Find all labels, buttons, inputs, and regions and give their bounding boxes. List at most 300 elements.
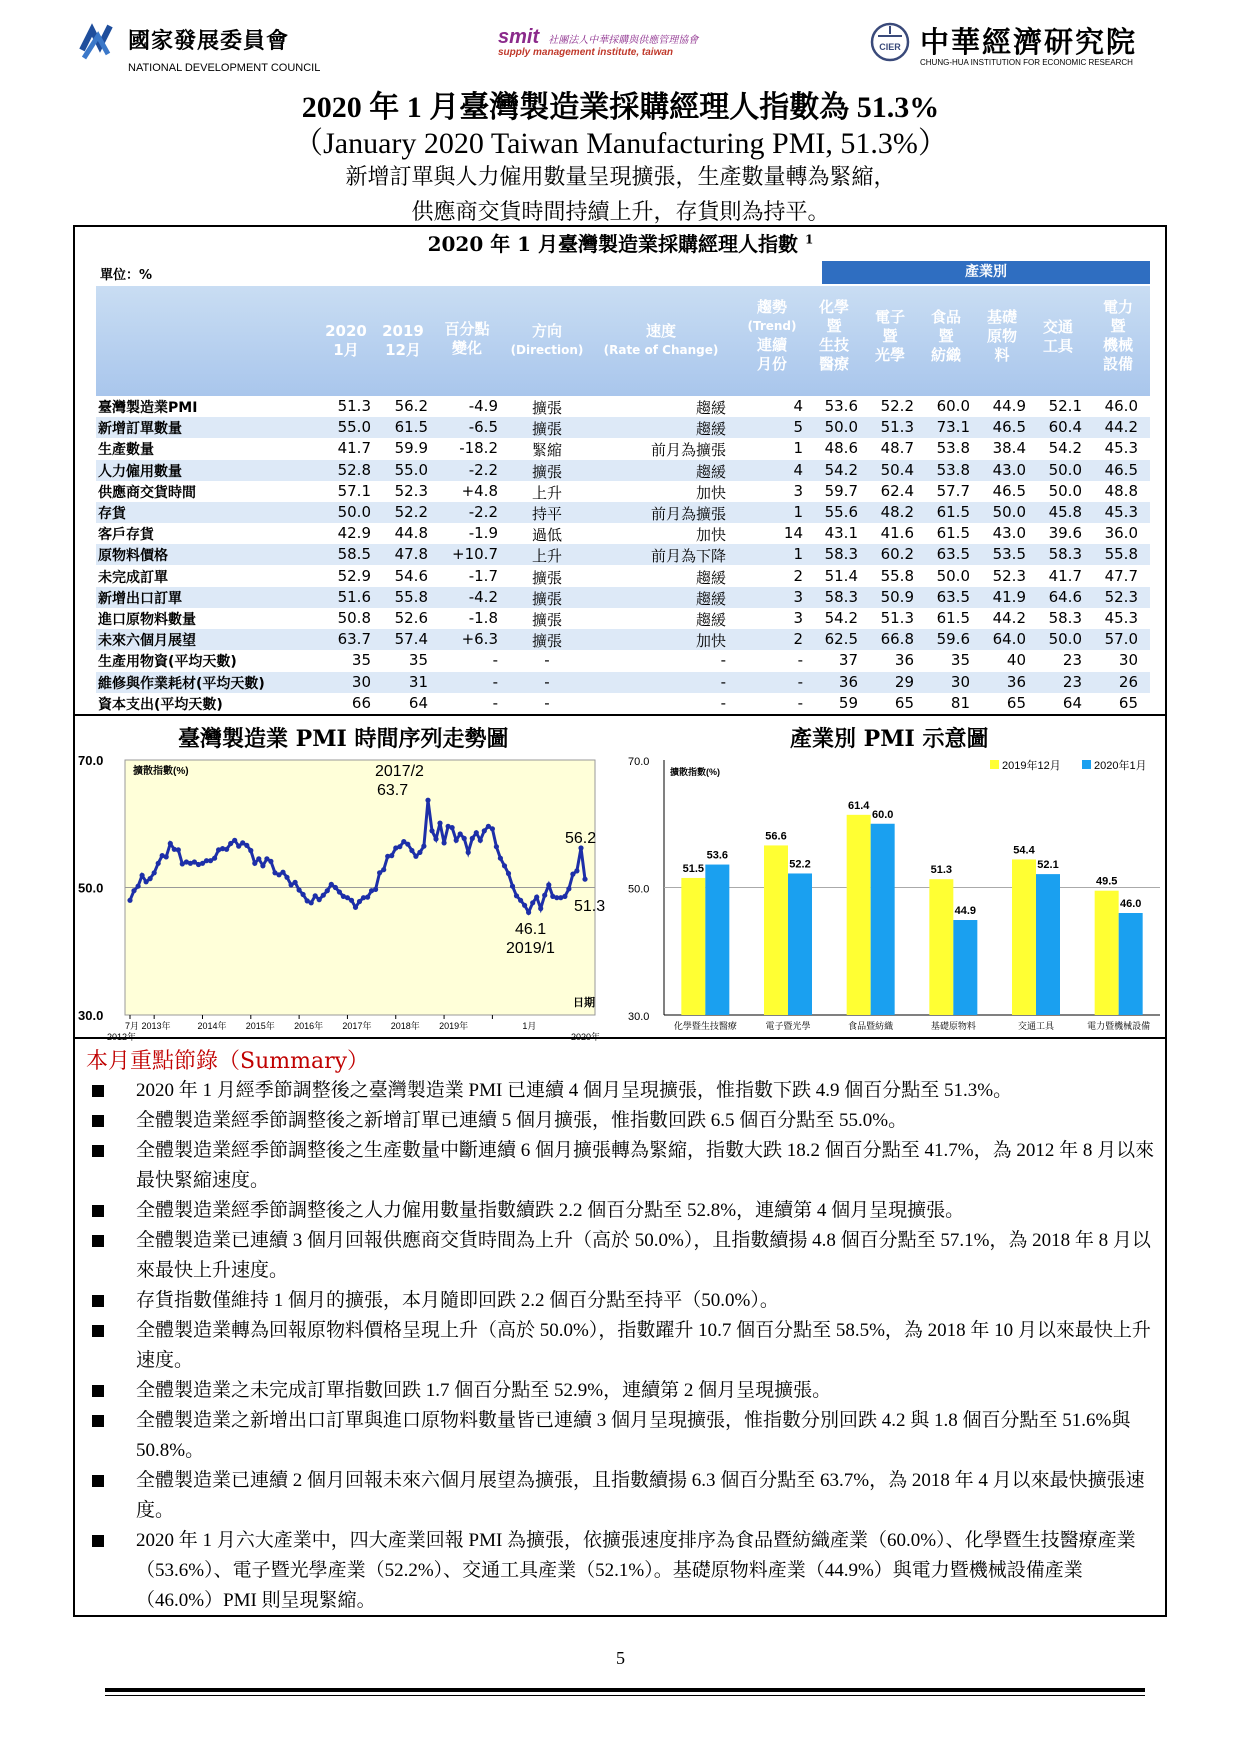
cell-i4: 46.5 [992, 418, 1026, 437]
cell-i4: 50.0 [992, 503, 1026, 521]
cell-trend: 14 [783, 524, 803, 543]
bar-dec-2019 [764, 845, 788, 1015]
cell-v1: 52.9 [337, 566, 371, 585]
cell-i1: 59.7 [824, 481, 858, 500]
cell-i3: 61.5 [936, 524, 970, 543]
cell-i6: 46.5 [1104, 460, 1138, 479]
x-tick-label: 7月 2013年 [125, 1021, 171, 1031]
cell-v1: 41.7 [337, 439, 371, 458]
cell-i4: 64.0 [992, 630, 1026, 649]
table-row [96, 608, 1150, 629]
cell-dir: 擴張 [531, 632, 562, 651]
cell-i3: 61.5 [936, 503, 970, 521]
cell-i5: 50.0 [1048, 460, 1082, 479]
bar-data-label: 61.4 [847, 799, 870, 812]
y-tick-label: 30.0 [78, 1008, 104, 1023]
cell-v2: 55.8 [394, 587, 428, 606]
cell-chg: -4.2 [468, 587, 498, 606]
cell-dir: 上升 [531, 483, 562, 502]
cell-i2: 50.9 [880, 587, 914, 606]
ndc-logo-icon [78, 20, 120, 62]
bar-jan-2020 [788, 873, 812, 1015]
cell-i3: 53.8 [936, 439, 970, 458]
pmi-point [466, 850, 471, 855]
legend-label: 2019年12月 [1002, 760, 1061, 772]
pmi-point [478, 838, 483, 843]
cell-chg: +10.7 [452, 545, 498, 564]
pmi-point [256, 856, 261, 861]
bar-data-label: 44.9 [954, 905, 977, 918]
pmi-point [353, 905, 358, 910]
cell-dir: 上升 [531, 547, 562, 566]
cell-chg: - [492, 693, 498, 712]
cell-v1: 35 [351, 651, 371, 670]
cell-dir: 擴張 [531, 568, 562, 587]
pmi-point [429, 828, 434, 833]
cell-i2: 48.2 [880, 503, 914, 521]
pmi-point [534, 895, 539, 900]
cell-i6: 45.3 [1104, 439, 1138, 458]
cell-dir: - [544, 651, 550, 670]
cell-i3: 35 [950, 651, 970, 670]
cell-v1: 52.8 [337, 460, 371, 479]
bar-data-label: 60.0 [871, 808, 894, 821]
row-label: 生產用物資(平均天數) [98, 654, 237, 671]
col-pct-change: 百分點 變化 [444, 320, 490, 357]
cell-i6: 65 [1118, 693, 1138, 712]
cell-dir: 擴張 [531, 420, 562, 439]
pmi-point [582, 877, 587, 882]
cell-v2: 61.5 [394, 418, 428, 437]
cell-chg: -4.9 [468, 397, 498, 415]
bar-data-label: 54.4 [1013, 844, 1035, 857]
cell-i3: 57.7 [936, 481, 970, 500]
bar-jan-2020 [871, 824, 895, 1015]
pmi-point [131, 888, 136, 893]
cell-i6: 45.3 [1104, 609, 1138, 627]
row-label: 原物料價格 [98, 548, 168, 565]
cell-chg: - [492, 651, 498, 670]
pmi-point [518, 898, 523, 903]
page-subtitle-2: 供應商交貨時間持續上升，存貨則為持平。 [411, 200, 830, 225]
bar-jan-2020 [953, 920, 977, 1015]
row-label: 臺灣製造業PMI [98, 400, 198, 416]
pmi-point [526, 910, 531, 915]
cell-rate: 趨緩 [695, 568, 726, 587]
col-power: 電力 暨 機械 設備 [1102, 298, 1133, 373]
cell-v2: 35 [408, 651, 428, 670]
col-chem: 化學 暨 生技 醫療 [818, 298, 849, 373]
cell-i2: 41.6 [880, 524, 914, 543]
y-tick-label: 30.0 [628, 1011, 650, 1023]
cell-chg: -2.2 [468, 503, 498, 521]
summary-bullet: 全體製造業之未完成訂單指數回跌 1.7 個百分點至 52.9%，連續第 2 個月呈現擴張。 [88, 1376, 1158, 1406]
cell-i5: 52.1 [1048, 397, 1082, 415]
cell-rate: 前月為下降 [650, 547, 726, 566]
table-row [96, 523, 1150, 544]
cell-v2: 52.2 [394, 503, 428, 521]
cell-trend: 3 [793, 481, 803, 500]
cell-i4: 46.5 [992, 481, 1026, 500]
cell-i1: 58.3 [824, 545, 858, 564]
cell-i6: 55.8 [1104, 545, 1138, 564]
cell-dir: 擴張 [531, 611, 562, 629]
table-row [96, 672, 1150, 693]
cell-dir: 過低 [531, 526, 562, 545]
table-row [96, 460, 1150, 481]
cell-i5: 39.6 [1048, 524, 1082, 543]
table-row [96, 566, 1150, 587]
cell-i1: 36 [838, 672, 858, 691]
cell-v2: 52.6 [394, 609, 428, 627]
cell-chg: -2.2 [468, 460, 498, 479]
pmi-point [409, 848, 414, 853]
cell-i6: 48.8 [1104, 481, 1138, 500]
cell-rate: - [720, 651, 726, 670]
row-label: 進口原物料數量 [98, 612, 196, 628]
pmi-point [437, 821, 442, 826]
pmi-point [377, 870, 382, 875]
cell-i2: 50.4 [880, 460, 914, 479]
table-unit: 單位：% [100, 268, 153, 283]
cell-trend: 3 [793, 587, 803, 606]
smit-name-en: supply management institute, taiwan [498, 47, 674, 58]
pmi-point [381, 867, 386, 872]
row-label: 客戶存貨 [98, 527, 154, 544]
pmi-point [260, 863, 265, 868]
pmi-point [248, 848, 253, 853]
row-label: 資本支出(平均天數) [98, 696, 223, 713]
pmi-point [433, 836, 438, 841]
summary-bullet: 存貨指數僅維持 1 個月的擴張，本月隨即回跌 2.2 個百分點至持平（50.0%）。 [88, 1286, 1158, 1316]
bar-data-label: 52.2 [789, 858, 811, 871]
cell-i3: 63.5 [936, 545, 970, 564]
bar-jan-2020 [1036, 874, 1060, 1015]
pmi-point [450, 825, 455, 830]
pmi-point [127, 898, 132, 903]
table-row [96, 396, 1150, 417]
cell-i6: 30 [1118, 651, 1138, 670]
pmi-point [506, 871, 511, 876]
smit-word: smit [498, 26, 540, 48]
cell-i6: 36.0 [1104, 524, 1138, 543]
table-row [96, 544, 1150, 565]
cell-trend: 2 [793, 630, 803, 649]
x-tick-label: 2016年 [294, 1021, 324, 1031]
pmi-line-chart [75, 750, 620, 1042]
cell-i1: 50.0 [824, 418, 858, 437]
row-label: 生產數量 [98, 442, 154, 459]
cell-i5: 54.2 [1048, 439, 1082, 458]
cell-i5: 45.8 [1048, 503, 1082, 521]
col-2019-dec: 2019 12月 [382, 322, 424, 359]
cell-i3: 53.8 [936, 460, 970, 479]
cell-i1: 55.6 [824, 503, 858, 521]
cell-dir: 擴張 [531, 399, 562, 417]
annotation-label: 2019/1 [506, 940, 555, 957]
summary-bullet: 2020 年 1 月六大產業中，四大產業回報 PMI 為擴張，依擴張速度排序為食品暨紡織產業（60.0%）、化學暨生技醫療產業（53.6%）、電子暨光學產業（52.2%）、交通工具產業（52.1%）。基礎原物料產業（44.9%）與電力暨機械設備產業（46.0%）PMI 則呈現緊縮。 [88, 1526, 1158, 1616]
cell-i6: 52.3 [1104, 587, 1138, 606]
cell-rate: - [720, 693, 726, 712]
pmi-point [140, 873, 145, 878]
cell-trend: - [797, 651, 803, 670]
pmi-point [321, 893, 326, 898]
x-category-label: 電力暨機械設備 [1087, 1021, 1151, 1031]
cell-i2: 65 [894, 693, 914, 712]
x-category-label: 食品暨紡織 [848, 1021, 894, 1031]
summary-bullet: 全體製造業經季節調整後之人力僱用數量指數續跌 2.2 個百分點至 52.8%，連續第 4 個月呈現擴張。 [88, 1196, 1158, 1226]
bar-jan-2020 [1119, 913, 1143, 1015]
cell-v2: 55.0 [394, 460, 428, 479]
cell-rate: 趨緩 [695, 462, 726, 481]
pmi-point [168, 841, 173, 846]
col-2020-jan: 2020 1月 [325, 322, 367, 359]
bar-data-label: 53.6 [706, 849, 729, 862]
page-title-en: （January 2020 Taiwan Manufacturing PMI, 51.3%） [293, 127, 948, 160]
annotation-label: 63.7 [377, 782, 409, 799]
y-tick-label: 70.0 [78, 753, 104, 768]
pmi-point [502, 863, 507, 868]
pmi-point [349, 898, 354, 903]
row-label: 未來六個月展望 [98, 633, 196, 650]
cell-i2: 36 [894, 651, 914, 670]
pmi-point [232, 838, 237, 843]
cell-chg: +6.3 [461, 630, 498, 649]
x-category-label: 電子暨光學 [765, 1021, 811, 1031]
cell-i4: 36 [1006, 672, 1026, 691]
x-tick-label: 2012年 [107, 1032, 137, 1042]
pmi-point [252, 861, 257, 866]
col-direction: 方向 (Direction) [510, 322, 584, 357]
pmi-point [389, 853, 394, 858]
cell-i2: 48.7 [880, 439, 914, 458]
pmi-point [397, 844, 402, 849]
cell-rate: 趨緩 [695, 399, 726, 417]
pmi-point [462, 836, 467, 841]
cell-v2: 52.3 [394, 481, 428, 500]
pmi-point [333, 885, 338, 890]
bar-data-label: 46.0 [1119, 898, 1142, 910]
row-label: 維修與作業耗材(平均天數) [98, 675, 265, 692]
divider-table-charts [73, 714, 1167, 716]
cell-i5: 58.3 [1048, 545, 1082, 564]
divider-charts-summary [73, 1037, 1167, 1039]
x-tick-label: 2015年 [245, 1021, 275, 1031]
cell-i4: 65 [1006, 693, 1026, 712]
cell-i1: 53.6 [824, 397, 858, 415]
pmi-point [212, 856, 217, 861]
cell-rate: 加快 [695, 526, 726, 545]
line-chart-title: 臺灣製造業 PMI 時間序列走勢圖 [178, 726, 509, 752]
y-tick-label: 50.0 [78, 880, 104, 896]
cell-i2: 51.3 [880, 609, 914, 627]
cell-i2: 29 [894, 672, 914, 691]
cell-trend: 1 [793, 545, 803, 564]
cell-i5: 23 [1062, 651, 1082, 670]
pmi-point [458, 831, 463, 836]
pmi-point [474, 830, 479, 835]
cell-v1: 57.1 [337, 481, 371, 500]
cell-trend: - [797, 672, 803, 691]
cell-rate: 趨緩 [695, 589, 726, 608]
table-row [96, 693, 1150, 714]
bar-data-label: 51.3 [930, 864, 953, 877]
pmi-point [494, 844, 499, 849]
pmi-point [224, 847, 229, 852]
x-tick-label: 2019年 [439, 1021, 469, 1031]
pmi-point [442, 840, 447, 845]
pmi-point [357, 899, 362, 904]
col-elec: 電子 暨 光學 [874, 308, 905, 364]
summary-title: 本月重點節錄（Summary） [86, 1049, 370, 1074]
cell-i2: 55.8 [880, 566, 914, 585]
footer-rule-thin [105, 1695, 1145, 1696]
industry-bar-chart [620, 750, 1165, 1035]
cier-mark-text: CIER [879, 42, 901, 52]
cell-v2: 54.6 [394, 566, 428, 585]
cell-trend: 1 [793, 503, 803, 521]
cell-v1: 50.8 [337, 609, 371, 627]
pmi-point [136, 884, 141, 889]
pmi-point [413, 854, 418, 859]
cell-chg: -18.2 [459, 439, 498, 458]
legend-swatch [1082, 760, 1091, 769]
cell-i4: 53.5 [992, 545, 1026, 564]
cell-v2: 59.9 [394, 439, 428, 458]
cell-trend: 2 [793, 566, 803, 585]
pmi-point [152, 870, 157, 875]
row-label: 存貨 [98, 506, 126, 522]
y-axis-label: 擴散指數(%) [133, 766, 189, 777]
col-rate: 速度 (Rate of Change) [603, 322, 719, 357]
pmi-point [538, 906, 543, 911]
pmi-point [510, 884, 515, 889]
legend-label: 2020年1月 [1094, 760, 1147, 772]
cell-i6: 46.0 [1104, 397, 1138, 415]
bar-chart-title: 產業別 PMI 示意圖 [790, 726, 989, 752]
bar-data-label: 56.6 [765, 830, 787, 843]
cell-v2: 44.8 [394, 524, 428, 543]
annotation-label: 51.3 [574, 898, 606, 915]
cell-i3: 73.1 [936, 418, 970, 437]
cell-i1: 37 [838, 651, 858, 670]
pmi-point [280, 870, 285, 875]
pmi-point [244, 843, 249, 848]
x-tick-label: 2017年 [342, 1021, 372, 1031]
cell-i3: 30 [950, 672, 970, 691]
table-title: 2020 年 1 月臺灣製造業採購經理人指數 $^1$ [427, 232, 814, 256]
pmi-point [542, 893, 547, 898]
annotation-label: 2017/2 [375, 763, 424, 780]
row-label: 人力僱用數量 [98, 463, 182, 480]
pmi-point [176, 847, 181, 852]
x-tick-label: 2014年 [197, 1021, 227, 1031]
summary-bullet: 全體製造業之新增出口訂單與進口原物料數量皆已連續 3 個月呈現擴張，惟指數分別回跌 4.2 與 1.8 個百分點至 51.6%與 50.8%。 [88, 1406, 1158, 1466]
col-food: 食品 暨 紡織 [930, 308, 961, 364]
pmi-point [530, 900, 535, 905]
bar-dec-2019 [681, 878, 705, 1015]
cell-chg: - [492, 672, 498, 691]
pmi-point [301, 892, 306, 897]
cell-i5: 50.0 [1048, 481, 1082, 500]
page-title: 2020 年 1 月臺灣製造業採購經理人指數為 51.3% [301, 91, 940, 124]
cell-i4: 38.4 [992, 439, 1026, 458]
table-row [96, 417, 1150, 438]
bar-dec-2019 [1012, 859, 1036, 1015]
y-tick-label: 70.0 [628, 756, 650, 768]
bar-jan-2020 [705, 865, 729, 1015]
y-tick-label: 50.0 [628, 883, 650, 896]
cell-v1: 51.6 [337, 587, 371, 606]
summary-list [88, 1076, 1158, 1616]
cell-rate: 趨緩 [695, 420, 726, 439]
footer-rule [105, 1688, 1145, 1692]
table-row [96, 629, 1150, 650]
cell-v2: 47.8 [394, 545, 428, 564]
pmi-point [562, 894, 567, 899]
pmi-point [470, 836, 475, 841]
cell-chg: +4.8 [461, 481, 498, 500]
cell-i1: 59 [838, 693, 858, 712]
cell-i5: 23 [1062, 672, 1082, 691]
cell-v1: 51.3 [337, 397, 371, 415]
cell-i1: 62.5 [824, 630, 858, 649]
cell-trend: 4 [793, 460, 803, 479]
pmi-point [317, 897, 322, 902]
pmi-point [365, 895, 370, 900]
cell-dir: 緊縮 [531, 441, 562, 460]
cier-name-en: CHUNG-HUA INSTITUTION FOR ECONOMIC RESEARCH [920, 58, 1133, 67]
cell-i4: 41.9 [992, 587, 1026, 606]
cell-i1: 58.3 [824, 587, 858, 606]
row-label: 供應商交貨時間 [98, 484, 196, 501]
cell-trend: 4 [793, 397, 803, 415]
x-tick-label: 2018年 [390, 1021, 420, 1031]
cell-i2: 62.4 [880, 481, 914, 500]
cell-v2: 56.2 [394, 397, 428, 415]
cell-i3: 81 [950, 693, 970, 712]
pmi-point [482, 828, 487, 833]
annotation-label: 46.1 [515, 921, 547, 938]
cell-i1: 48.6 [824, 439, 858, 458]
pmi-point [309, 900, 314, 905]
cier-logo-icon [870, 22, 910, 62]
pmi-point [405, 842, 410, 847]
cell-v1: 50.0 [337, 503, 371, 521]
cell-rate: 趨緩 [695, 611, 726, 629]
cell-v1: 55.0 [337, 418, 371, 437]
cell-i6: 47.7 [1104, 566, 1138, 585]
cell-i3: 59.6 [936, 630, 970, 649]
table-row [96, 502, 1150, 523]
bar-dec-2019 [929, 879, 953, 1015]
cell-i6: 44.2 [1104, 418, 1138, 437]
cell-v1: 63.7 [337, 630, 371, 649]
cell-trend: 3 [793, 609, 803, 627]
cell-dir: 擴張 [531, 589, 562, 608]
cell-chg: -1.7 [468, 566, 498, 585]
cell-i3: 60.0 [936, 397, 970, 415]
pmi-point [297, 887, 302, 892]
industry-header: 產業別 [822, 261, 1150, 284]
cell-i1: 54.2 [824, 609, 858, 627]
table-row [96, 438, 1150, 459]
table-row [96, 650, 1150, 671]
cell-dir: - [544, 693, 550, 712]
pmi-point [566, 886, 571, 891]
cell-i4: 43.0 [992, 524, 1026, 543]
smit-logo [498, 26, 698, 58]
